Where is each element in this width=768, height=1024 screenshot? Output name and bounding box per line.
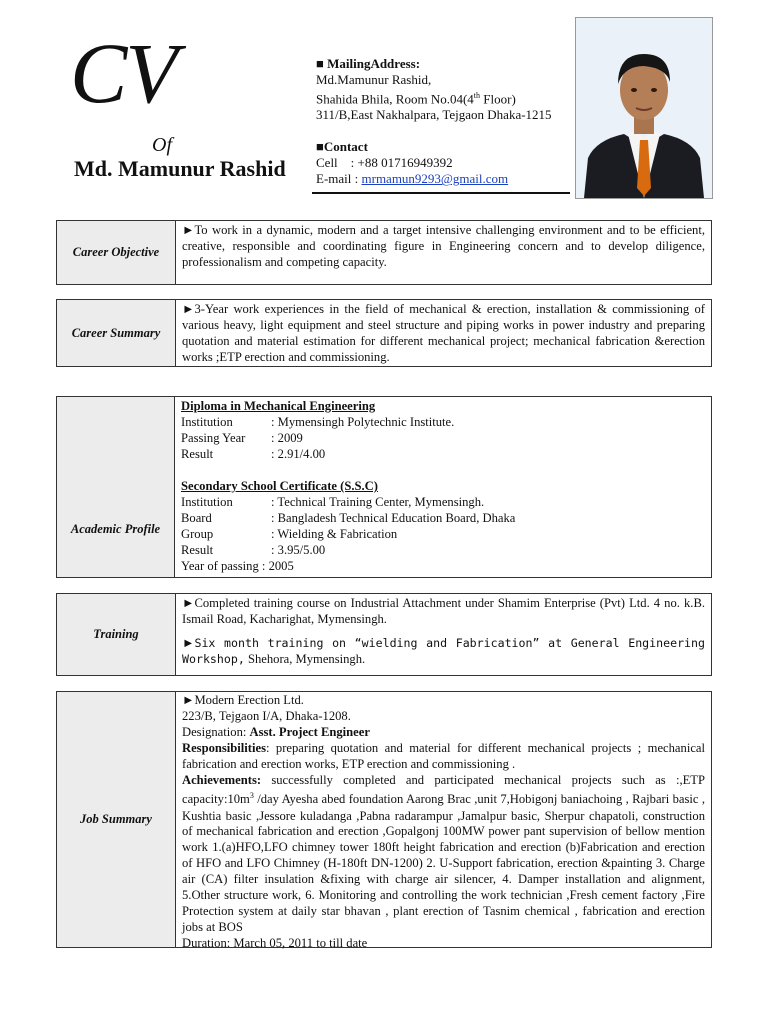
mailing-address-label: ■ MailingAddress: bbox=[316, 56, 421, 71]
academic-profile-section bbox=[56, 396, 712, 578]
career-summary-label: Career Summary bbox=[57, 300, 176, 366]
cell-line: Cell : +88 01716949392 bbox=[316, 155, 453, 171]
training-body bbox=[176, 594, 711, 675]
header-divider bbox=[312, 192, 570, 194]
career-objective-section bbox=[56, 220, 712, 285]
training-item: ►Completed training course on Industrial Attachment under Shamim Enterprise (Pvt) Ltd. 4 no. k.B. Ismail Road, Kacharighat, Mymensingh. bbox=[182, 596, 705, 626]
mailing-line-2: Shahida Bhila, Room No.04(4th Floor) bbox=[316, 91, 516, 107]
profile-photo bbox=[575, 17, 713, 199]
company-address: 223/B, Tejgaon I/A, Dhaka-1208. bbox=[182, 708, 351, 723]
diploma-row: Passing Year : 2009 bbox=[181, 431, 303, 445]
ssc-row: Group : Wielding & Fabrication bbox=[181, 527, 398, 541]
cell-number: +88 01716949392 bbox=[357, 155, 453, 171]
contact-label: ■Contact bbox=[316, 139, 368, 155]
email-link[interactable]: mrmamun9293@gmail.com bbox=[361, 171, 509, 187]
ssc-row: Result : 3.95/5.00 bbox=[181, 543, 326, 557]
cv-of-label: Of bbox=[152, 134, 172, 156]
responsibilities: Responsibilities: preparing quotation and material for different mechanical projects ; mechanical fabrication and erection works, ETP erection and commissioning . bbox=[182, 740, 705, 771]
career-summary-section bbox=[56, 299, 712, 367]
ssc-title: Secondary School Certificate (S.S.C) bbox=[181, 479, 378, 493]
training-label: Training bbox=[57, 594, 176, 675]
designation-line: Designation: Asst. Project Engineer bbox=[182, 724, 370, 739]
company-name: ►Modern Erection Ltd. bbox=[182, 693, 304, 707]
academic-profile-label: Academic Profile bbox=[57, 397, 175, 577]
career-summary-text: ►3-Year work experiences in the field of mechanical & erection, installation & commissioning of various heavy, light equipment and steel structure and piping works in power industry and preparing quotation and material estimation for different mechanical project; mechanical fabrication &erection works ;ETP erection and commissioning. bbox=[182, 302, 705, 364]
career-objective-text: ►To work in a dynamic, modern and a target intensive challenging environment and to be efficient, creative, responsible and coordinating figure in Engineering concern and to develop diligence, professionalism and competing capacity. bbox=[182, 223, 705, 269]
diploma-row: Institution : Mymensingh Polytechnic Institute. bbox=[181, 415, 455, 429]
job-summary-body bbox=[176, 692, 711, 950]
ssc-row: Institution : Technical Training Center, Mymensingh. bbox=[181, 495, 485, 509]
job-summary-label: Job Summary bbox=[57, 692, 176, 947]
training-section bbox=[56, 593, 712, 676]
career-objective-label: Career Objective bbox=[57, 221, 176, 284]
training-item: ►Six month training on “wielding and Fabrication” at General Engineering Workshop, Shehora, Mymensingh. bbox=[182, 636, 705, 666]
mailing-line-3: 311/B,East Nakhalpara, Tejgaon Dhaka-1215 bbox=[316, 107, 552, 123]
mailing-line-1: Md.Mamunur Rashid, bbox=[316, 72, 432, 87]
job-duration: Duration: March 05, 2011 to till date bbox=[182, 935, 368, 950]
academic-profile-body bbox=[175, 397, 711, 577]
contact-block bbox=[316, 56, 552, 187]
diploma-title: Diploma in Mechanical Engineering bbox=[181, 399, 376, 413]
applicant-name: Md. Mamunur Rashid bbox=[74, 156, 286, 181]
ssc-row: Board : Bangladesh Technical Education Board, Dhaka bbox=[181, 511, 516, 525]
diploma-row: Result : 2.91/4.00 bbox=[181, 447, 326, 461]
email-line: E-mail : mrmamun9293@gmail.com bbox=[316, 171, 509, 187]
cv-title: CV bbox=[70, 25, 176, 121]
job-summary-section bbox=[56, 691, 712, 948]
ssc-year: Year of passing : 2005 bbox=[181, 559, 294, 573]
achievements: Achievements: successfully completed and participated mechanical projects such as :,ETP $capacity:10m^3$ /day Ayesha abed foundation Aarong Brac ,unit 7,Hobigonj baniachoing , Rajbari basic , Kushtia basic ,Jessore kuladanga ,Pabna radarampur ,Jamalpur basic, Sherpur chapatoli, construction of mechanical fabrication and erection ,Gopalgonj 100MW power pant supervision of bellow mention work 1.(a)HFO,LFO chimney tower 180ft height fabrication and erection (b)Fabrication and erection of HFO and LFO Chimney (H-180ft DN-1200) 2. U-Support fabrication, erection &painting 3. Charge air (CA) filter insulation &fixing with charge air silencer, 4. Damper installation and alignment, 5.Other structure work, 6. Monitoring and controlling the work technician ,Fresh cement factory ,Fire Protection system at daily star bhavan , plant erection of Tasnim chemical , fabrication and erection jobs at BOS bbox=[182, 772, 705, 934]
